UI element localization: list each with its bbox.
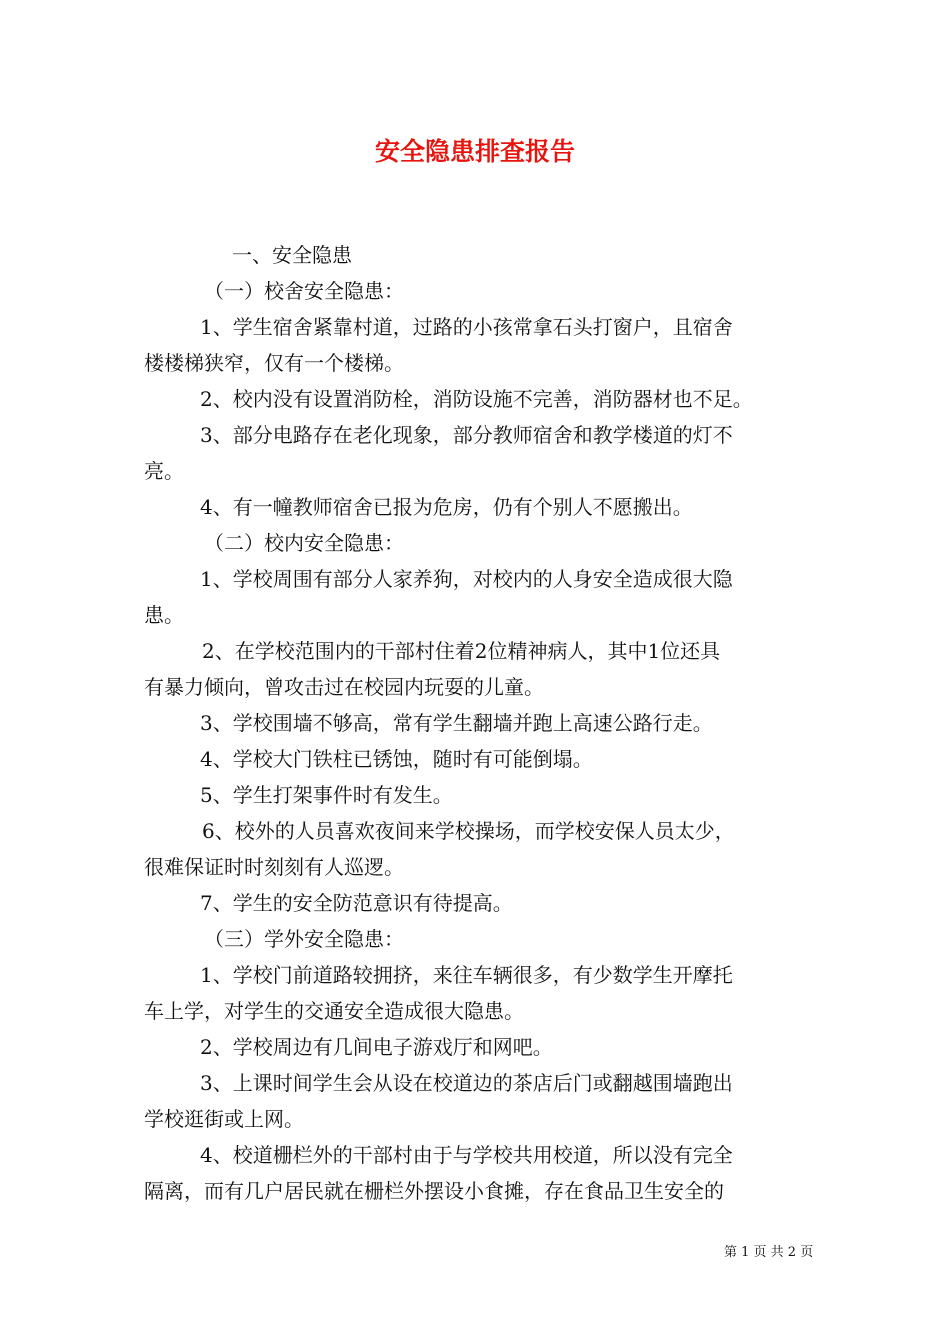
paragraph-line: 2、学校周边有几间电子游戏厅和网吧。: [200, 1035, 553, 1059]
paragraph-line: 很难保证时时刻刻有人巡逻。: [144, 855, 404, 879]
paragraph-line: 楼楼梯狭窄，仅有一个楼梯。: [144, 351, 404, 375]
subsection-heading: （二）校内安全隐患：: [204, 531, 404, 555]
paragraph-line: 车上学，对学生的交通安全造成很大隐患。: [144, 999, 524, 1023]
paragraph-line: 有暴力倾向，曾攻击过在校园内玩耍的儿童。: [144, 675, 544, 699]
paragraph-line: 隔离，而有几户居民就在栅栏外摆设小食摊，存在食品卫生安全的: [144, 1179, 724, 1203]
paragraph-line: 4、有一幢教师宿舍已报为危房，仍有个别人不愿搬出。: [200, 495, 693, 519]
paragraph-line: 亮。: [144, 459, 184, 483]
subsection-heading: （三）学外安全隐患：: [204, 927, 404, 951]
paragraph-line: 2、校内没有设置消防栓，消防设施不完善，消防器材也不足。: [200, 387, 753, 411]
paragraph-line: 2、在学校范围内的干部村住着2位精神病人，其中1位还具: [202, 639, 721, 663]
paragraph-line: 患。: [144, 603, 184, 627]
paragraph-line: 4、学校大门铁柱已锈蚀，随时有可能倒塌。: [200, 747, 593, 771]
paragraph-line: 1、学生宿舍紧靠村道，过路的小孩常拿石头打窗户，且宿舍: [200, 315, 733, 339]
paragraph-line: 1、学校门前道路较拥挤，来往车辆很多，有少数学生开摩托: [200, 963, 733, 987]
paragraph-line: 4、校道栅栏外的干部村由于与学校共用校道，所以没有完全: [200, 1143, 733, 1167]
paragraph-line: 7、学生的安全防范意识有待提高。: [200, 891, 513, 915]
section-heading: 一、安全隐患: [232, 243, 352, 267]
page-number: 第 1 页 共 2 页: [724, 1245, 814, 1260]
paragraph-line: 3、学校围墙不够高，常有学生翻墙并跑上高速公路行走。: [200, 711, 713, 735]
paragraph-line: 3、上课时间学生会从设在校道边的茶店后门或翻越围墙跑出: [200, 1071, 733, 1095]
paragraph-line: 5、学生打架事件时有发生。: [200, 783, 453, 807]
page-title: 安全隐患排查报告: [374, 137, 575, 166]
paragraph-line: 学校逛街或上网。: [144, 1107, 304, 1131]
document-body: [144, 237, 809, 1209]
paragraph-line: 6、校外的人员喜欢夜间来学校操场，而学校安保人员太少，: [202, 819, 735, 843]
subsection-heading: （一）校舍安全隐患：: [204, 279, 404, 303]
paragraph-line: 3、部分电路存在老化现象，部分教师宿舍和教学楼道的灯不: [200, 423, 733, 447]
paragraph-line: 1、学校周围有部分人家养狗，对校内的人身安全造成很大隐: [200, 567, 733, 591]
